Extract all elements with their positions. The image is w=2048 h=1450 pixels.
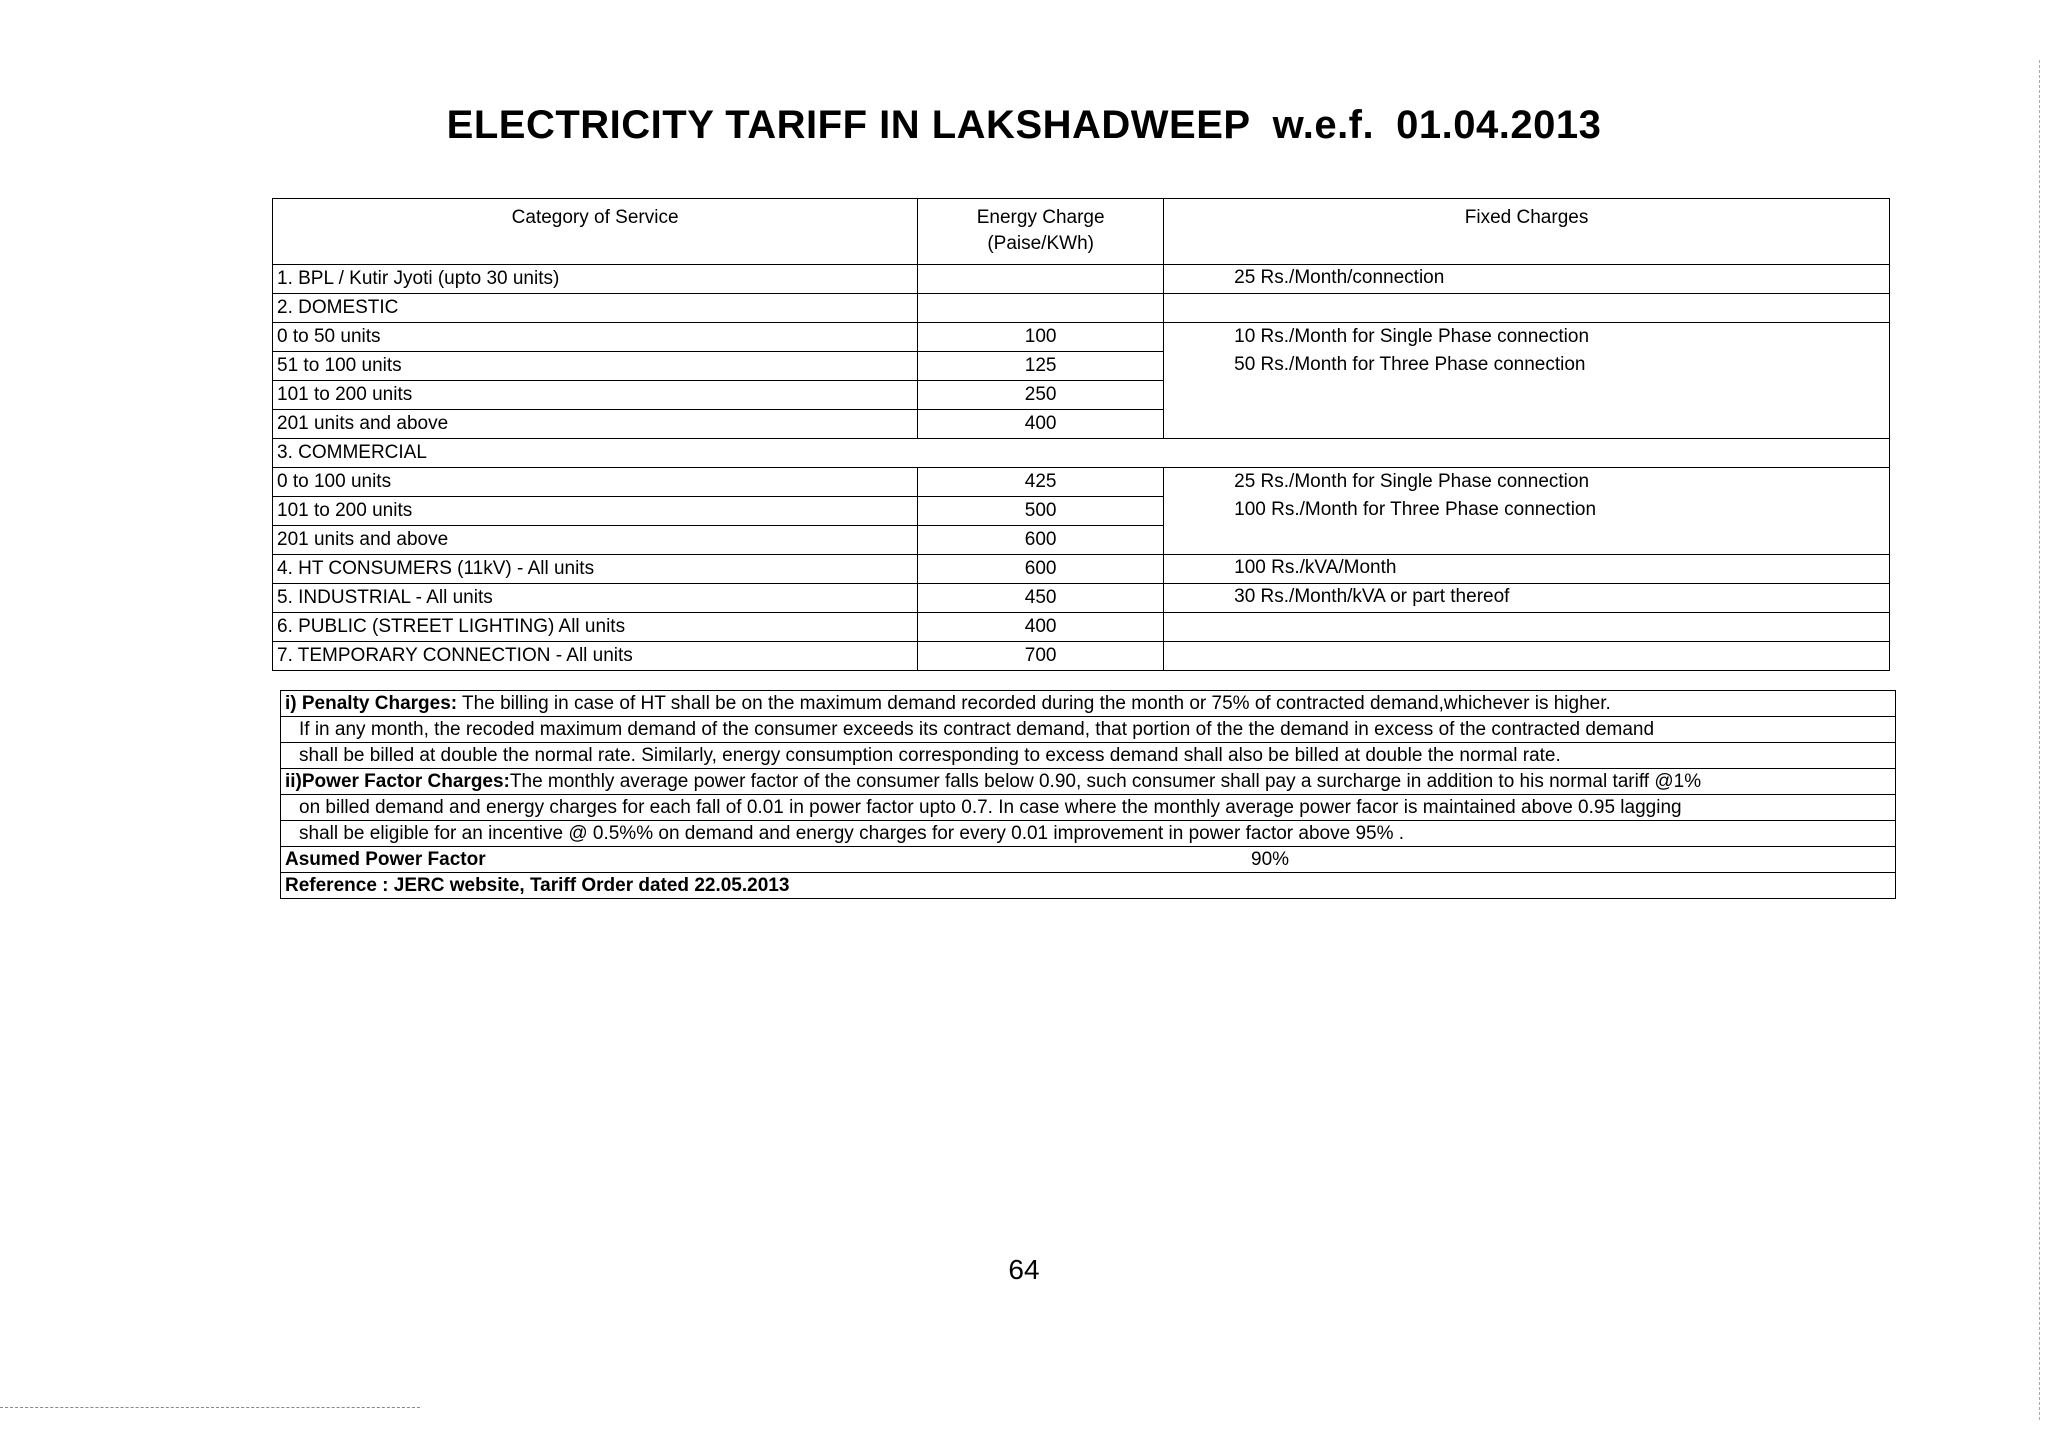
power-factor-text: The monthly average power factor of the consumer falls below 0.90, such consumer shall pay a surcharge in addition to his normal tariff @1% <box>509 770 1702 792</box>
fixed-line: 25 Rs./Month for Single Phase connection <box>1234 471 1590 492</box>
energy-cell: 500 <box>918 497 1164 526</box>
page-title <box>0 103 2048 148</box>
category-cell: 0 to 100 units <box>273 468 918 497</box>
title-wef: w.e.f. <box>1272 103 1375 147</box>
table-row <box>273 265 1890 294</box>
category-cell: 3. COMMERCIAL <box>273 439 1890 468</box>
power-factor-label: ii)Power Factor Charges: <box>285 770 510 792</box>
fixed-cell <box>1164 642 1890 671</box>
section-heading-row <box>273 294 1890 323</box>
assumed-power-factor <box>281 847 1896 873</box>
fixed-line: 100 Rs./Month for Three Phase connection <box>1234 499 1597 520</box>
scan-border-bottom <box>0 1407 420 1408</box>
category-cell: 1. BPL / Kutir Jyoti (upto 30 units) <box>273 265 918 294</box>
table-row <box>273 584 1890 613</box>
category-cell: 101 to 200 units <box>273 381 918 410</box>
energy-cell: 100 <box>918 323 1164 352</box>
note-row <box>281 873 1896 899</box>
category-cell: 201 units and above <box>273 526 918 555</box>
power-factor-text: on billed demand and energy charges for each fall of 0.01 in power factor upto 0.7. In case where the monthly average power facor is maintained above 0.95 lagging <box>281 795 1896 821</box>
note-row <box>281 847 1896 873</box>
title-main: ELECTRICITY TARIFF IN LAKSHADWEEP <box>446 103 1251 147</box>
energy-cell <box>918 294 1164 323</box>
reference-note: Reference : JERC website, Tariff Order dated 22.05.2013 <box>281 873 1896 899</box>
scan-border-right <box>2039 60 2040 1420</box>
category-cell: 4. HT CONSUMERS (11kV) - All units <box>273 555 918 584</box>
table-row <box>273 323 1890 352</box>
power-factor-note <box>281 769 1896 795</box>
header-energy-line1: Energy Charge <box>976 207 1105 228</box>
fixed-cell <box>1164 613 1890 642</box>
energy-cell: 450 <box>918 584 1164 613</box>
energy-cell: 125 <box>918 352 1164 381</box>
fixed-cell <box>1164 294 1890 323</box>
category-cell: 5. INDUSTRIAL - All units <box>273 584 918 613</box>
category-cell: 0 to 50 units <box>273 323 918 352</box>
note-row <box>281 691 1896 717</box>
energy-cell: 400 <box>918 410 1164 439</box>
category-cell: 201 units and above <box>273 410 918 439</box>
fixed-line: 10 Rs./Month for Single Phase connection <box>1234 326 1590 347</box>
fixed-cell <box>1164 468 1890 555</box>
table-row <box>273 613 1890 642</box>
page-number: 64 <box>1008 1254 1040 1285</box>
table-row <box>273 642 1890 671</box>
assumed-power-factor-label: Asumed Power Factor <box>285 848 486 870</box>
header-row <box>273 199 1890 265</box>
category-cell: 7. TEMPORARY CONNECTION - All units <box>273 642 918 671</box>
table-row <box>273 555 1890 584</box>
note-row <box>281 769 1896 795</box>
penalty-note <box>281 691 1896 717</box>
assumed-power-factor-value: 90% <box>1251 848 1290 870</box>
energy-cell: 425 <box>918 468 1164 497</box>
energy-cell: 400 <box>918 613 1164 642</box>
category-cell: 101 to 200 units <box>273 497 918 526</box>
fixed-line: 50 Rs./Month for Three Phase connection <box>1234 354 1586 375</box>
header-fixed: Fixed Charges <box>1164 199 1890 265</box>
title-date: 01.04.2013 <box>1396 103 1602 147</box>
header-category: Category of Service <box>273 199 918 265</box>
note-row <box>281 743 1896 769</box>
note-row <box>281 795 1896 821</box>
penalty-text: If in any month, the recoded maximum demand of the consumer exceeds its contract demand, that portion of the the demand in excess of the contracted demand <box>281 717 1896 743</box>
fixed-cell <box>1164 323 1890 439</box>
header-energy <box>918 199 1164 265</box>
energy-cell: 700 <box>918 642 1164 671</box>
note-row <box>281 821 1896 847</box>
energy-cell: 600 <box>918 526 1164 555</box>
power-factor-text: shall be eligible for an incentive @ 0.5%% on demand and energy charges for every 0.01 improvement in power factor above 95% . <box>281 821 1896 847</box>
fixed-cell: 25 Rs./Month/connection <box>1164 265 1890 294</box>
fixed-cell: 30 Rs./Month/kVA or part thereof <box>1164 584 1890 613</box>
category-cell: 51 to 100 units <box>273 352 918 381</box>
header-energy-line2: (Paise/KWh) <box>987 233 1094 254</box>
penalty-text: shall be billed at double the normal rate. Similarly, energy consumption corresponding to excess demand shall also be billed at double the normal rate. <box>281 743 1896 769</box>
fixed-cell: 100 Rs./kVA/Month <box>1164 555 1890 584</box>
category-cell: 6. PUBLIC (STREET LIGHTING) All units <box>273 613 918 642</box>
energy-cell: 250 <box>918 381 1164 410</box>
section-heading-row <box>273 439 1890 468</box>
note-row <box>281 717 1896 743</box>
tariff-table <box>272 198 1890 671</box>
table-row <box>273 468 1890 497</box>
energy-cell <box>918 265 1164 294</box>
penalty-text: The billing in case of HT shall be on the maximum demand recorded during the month or 75% of contracted demand,whichever is higher. <box>457 692 1611 714</box>
notes-table <box>280 690 1896 899</box>
category-cell: 2. DOMESTIC <box>273 294 918 323</box>
energy-cell: 600 <box>918 555 1164 584</box>
penalty-label: i) Penalty Charges: <box>285 692 458 714</box>
